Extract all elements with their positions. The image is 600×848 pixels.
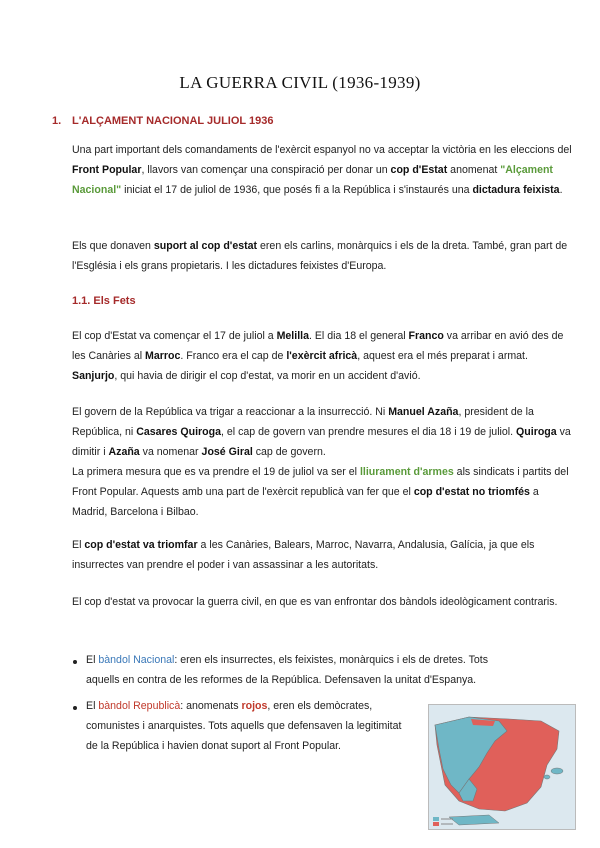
highlight-lliurament: lliurament d'armes	[359, 466, 454, 478]
paragraph-1: Una part important dels comandaments de l'exèrcit espanyol no va acceptar la victòria en les eleccions del Front Popular, llavors van començar una conspiració per donar un cop d'Estat anomenat "Alçament Nacional" iniciat el 17 de juliol de 1936, que posés fi a la República i s'instaurés una dictadura feixista.	[72, 144, 572, 196]
bullet-icon	[73, 660, 77, 664]
bullet-icon	[73, 706, 77, 710]
civil-war-map-image	[428, 704, 576, 830]
label-rojos: rojos	[241, 700, 268, 712]
subsection-heading-1-1: 1.1. Els Fets	[72, 295, 136, 307]
bullet-republica: El bàndol Republicà: anomenats rojos, eren els demòcrates, comunistes i anarquistes. Tots aquells que defensaven la legitimitat de la República i havien donat suport al Front Popular.	[86, 700, 402, 752]
paragraph-3: El cop d'Estat va començar el 17 de juliol a Melilla. El dia 18 el general Franco va arribar en avió des de les Canàries al Marroc. Franco era el cap de l'exèrcit africà, aquest era el més preparat i armat. Sanjurjo, qui havia de dirigir el cop d'estat, va morir en un accident d'avió.	[72, 330, 564, 382]
paragraph-5: El cop d'estat va triomfar a les Canàries, Balears, Marroc, Navarra, Andalusia, Galícia, ja que els insurrectes van prendre el poder i van assassinar a les autoritats.	[72, 539, 535, 571]
paragraph-2: Els que donaven suport al cop d'estat eren els carlins, monàrquics i els de la dreta. També, gran part de l'Església i els grans propietaris. I les dictadures feixistes d'Europa.	[72, 240, 568, 272]
paragraph-4: El govern de la República va trigar a reaccionar a la insurrecció. Ni Manuel Azaña, president de la República, ni Casares Quiroga, el cap de govern van prendre mesures el dia 18 i 19 de juliol. Quiroga va dimitir i Azaña va nomenar José Giral cap de govern. La primera mesura que es va prendre el 19 de juliol va ser el lliurament d'armes als sindicats i partits del Front Popular. Aquests amb una part de l'exèrcit republicà van fer que el cop d'estat no triomfés a Madrid, Barcelona i Bilbao.	[72, 406, 571, 518]
bullet-nacional: El bàndol Nacional: eren els insurrectes, els feixistes, monàrquics i els de dretes. Tots aquells en contra de les reformes de la República. Defensaven la unitat d'Espanya.	[86, 654, 488, 686]
section-title: L'ALÇAMENT NACIONAL JULIOL 1936	[72, 115, 274, 127]
iberia-map-icon	[429, 705, 575, 829]
section-heading-1	[52, 115, 273, 127]
label-republica: bàndol Republicà	[98, 700, 181, 712]
highlight-alcament: "Alçament Nacional"	[72, 164, 553, 196]
label-nacional: bàndol Nacional	[98, 654, 175, 666]
section-number: 1.	[52, 115, 62, 127]
page-title: LA GUERRA CIVIL (1936-1939)	[179, 73, 421, 92]
paragraph-6: El cop d'estat va provocar la guerra civil, en que es van enfrontar dos bàndols ideològicament contraris.	[72, 596, 558, 608]
